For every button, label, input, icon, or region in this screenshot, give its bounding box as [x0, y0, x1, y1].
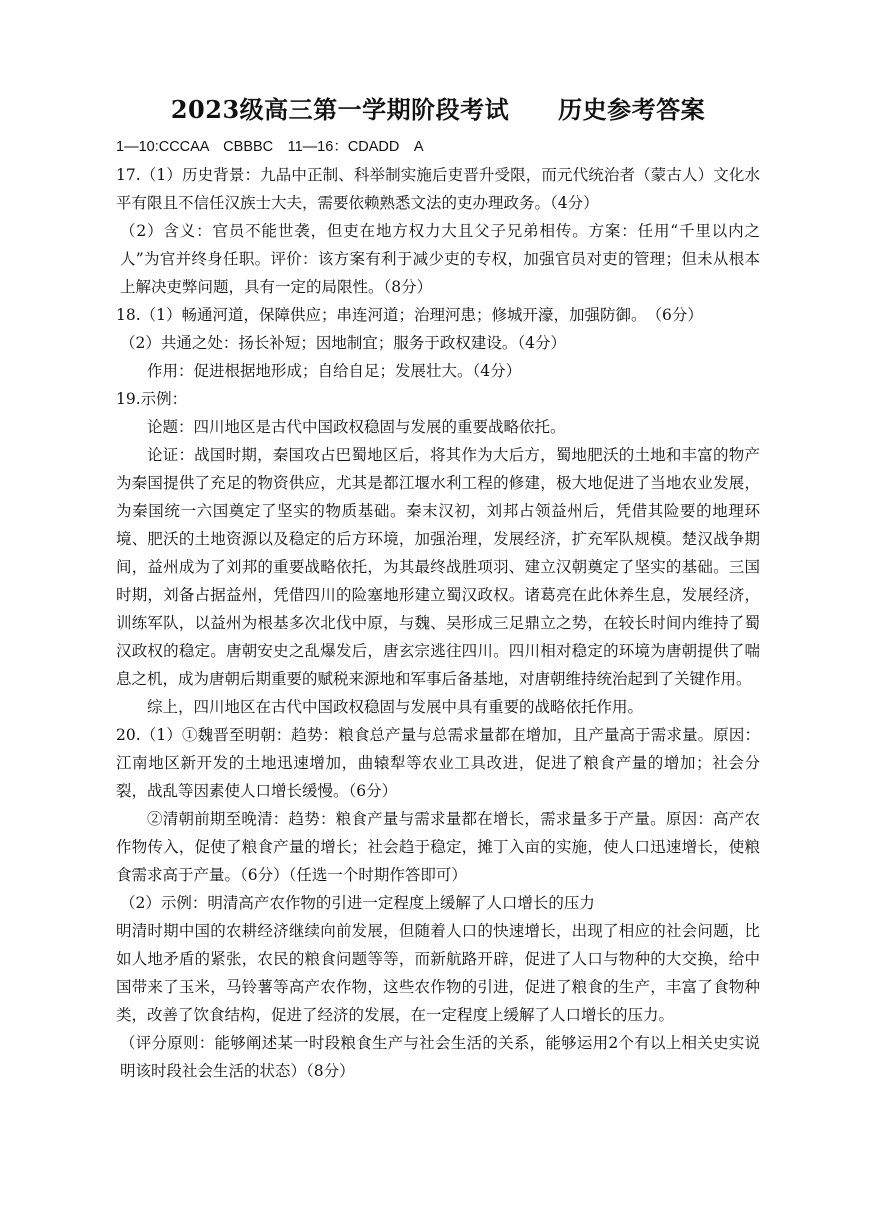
- q20-scoring-principle: （评分原则：能够阐述某一时段粮食生产与社会生活的关系，能够运用2个有以上相关史实说明该时段社会生活的状态）（8分）: [120, 1034, 760, 1080]
- q19-argument: 论证：战国时期，秦国攻占巴蜀地区后，将其作为大后方，蜀地肥沃的土地和丰富的物产为秦国提供了充足的物资供应，尤其是都江堰水利工程的修建，极大地促进了当地农业发展，为秦国统一六国奠定了坚实的物质基础。秦末汉初，刘邦占领益州后，凭借其险要的地理环境、肥沃的土地资源以及稳定的后方环境，加强治理，发展经济，扩充军队规模。楚汉战争期间，益州成为了刘邦的重要战略依托，为其最终战胜项羽、建立汉朝奠定了坚实的基础。三国时期，刘备占据益州，凭借四川的险塞地形建立蜀汉政权。诸葛亮在此休养生息，发展经济，训练军队，以益州为根基多次北伐中原，与魏、吴形成三足鼎立之势，在较长时间内维持了蜀汉政权的稳定。唐朝安史之乱爆发后，唐玄宗逃往四川。四川相对稳定的环境为唐朝提供了喘息之机，成为唐朝后期重要的赋税来源地和军事后备基地，对唐朝维持统治起到了关键作用。: [116, 446, 760, 688]
- q20-part2-body: 明清时期中国的农耕经济继续向前发展，但随着人口的快速增长，出现了相应的社会问题，比如人地矛盾的紧张，农民的粮食问题等等，而新航路开辟，促进了人口与物种的大交换，给中国带来了玉米，马铃薯等高产农作物，这些农作物的引进，促进了粮食的生产，丰富了食物种类，改善了饮食结构，促进了经济的发展，在一定程度上缓解了人口增长的压力。: [116, 922, 760, 1024]
- q19-conclusion: 综上，四川地区在古代中国政权稳固与发展中具有重要的战略依托作用。: [147, 698, 644, 716]
- q18-part2: （2）共通之处：扬长补短；因地制宜；服务于政权建设。（4分）: [120, 334, 566, 352]
- q20-part1-period2: ②清朝前期至晚清：趋势：粮食产量与需求量都在增长，需求量多于产量。原因：高产农作物传入，促使了粮食产量的增长；社会趋于稳定，摊丁入亩的实施，使人口迅速增长，使粮食需求高于产量。（6分）（任选一个时期作答即可）: [116, 810, 760, 884]
- q18-part1: 18.（1）畅通河道，保障供应；串连河道；治理河患；修城开濠，加强防御。 （6分）: [116, 306, 703, 324]
- page-title: 2023级高三第一学期阶段考试 历史参考答案: [170, 95, 706, 124]
- q19-heading: 19.示例：: [116, 390, 188, 408]
- q20-part1-period1: 20.（1）①魏晋至明朝：趋势：粮食总产量与总需求量都在增加，且产量高于需求量。原因：江南地区新开发的土地迅速增加，曲辕犁等农业工具改进，促进了粮食产量的增加；社会分裂，战乱等因素使人口增长缓慢。（6分）: [116, 726, 760, 800]
- q20-part2-example: （2）示例：明清高产农作物的引进一定程度上缓解了人口增长的压力: [120, 894, 595, 912]
- q17-part2: （2）含义：官员不能世袭，但吏在地方权力大且父子兄弟相传。方案：任用“千里以内之人”为官并终身任职。评价：该方案有利于减少吏的专权，加强官员对吏的管理；但未从根本上解决吏弊问题，具有一定的局限性。（8分）: [120, 222, 760, 296]
- multiple-choice-answers: 1—10:CCCAA CBBBC 11—16：CDADD A: [116, 139, 424, 155]
- q19-thesis: 论题：四川地区是古代中国政权稳固与发展的重要战略依托。: [147, 418, 566, 436]
- q18-part2-effect: 作用：促进根据地形成；自给自足；发展壮大。（4分）: [147, 362, 522, 380]
- q17-part1: 17.（1）历史背景：九品中正制、科举制实施后吏晋升受限，而元代统治者（蒙古人）文化水平有限且不信任汉族士大夫，需要依赖熟悉文法的吏办理政务。（4分）: [116, 166, 760, 212]
